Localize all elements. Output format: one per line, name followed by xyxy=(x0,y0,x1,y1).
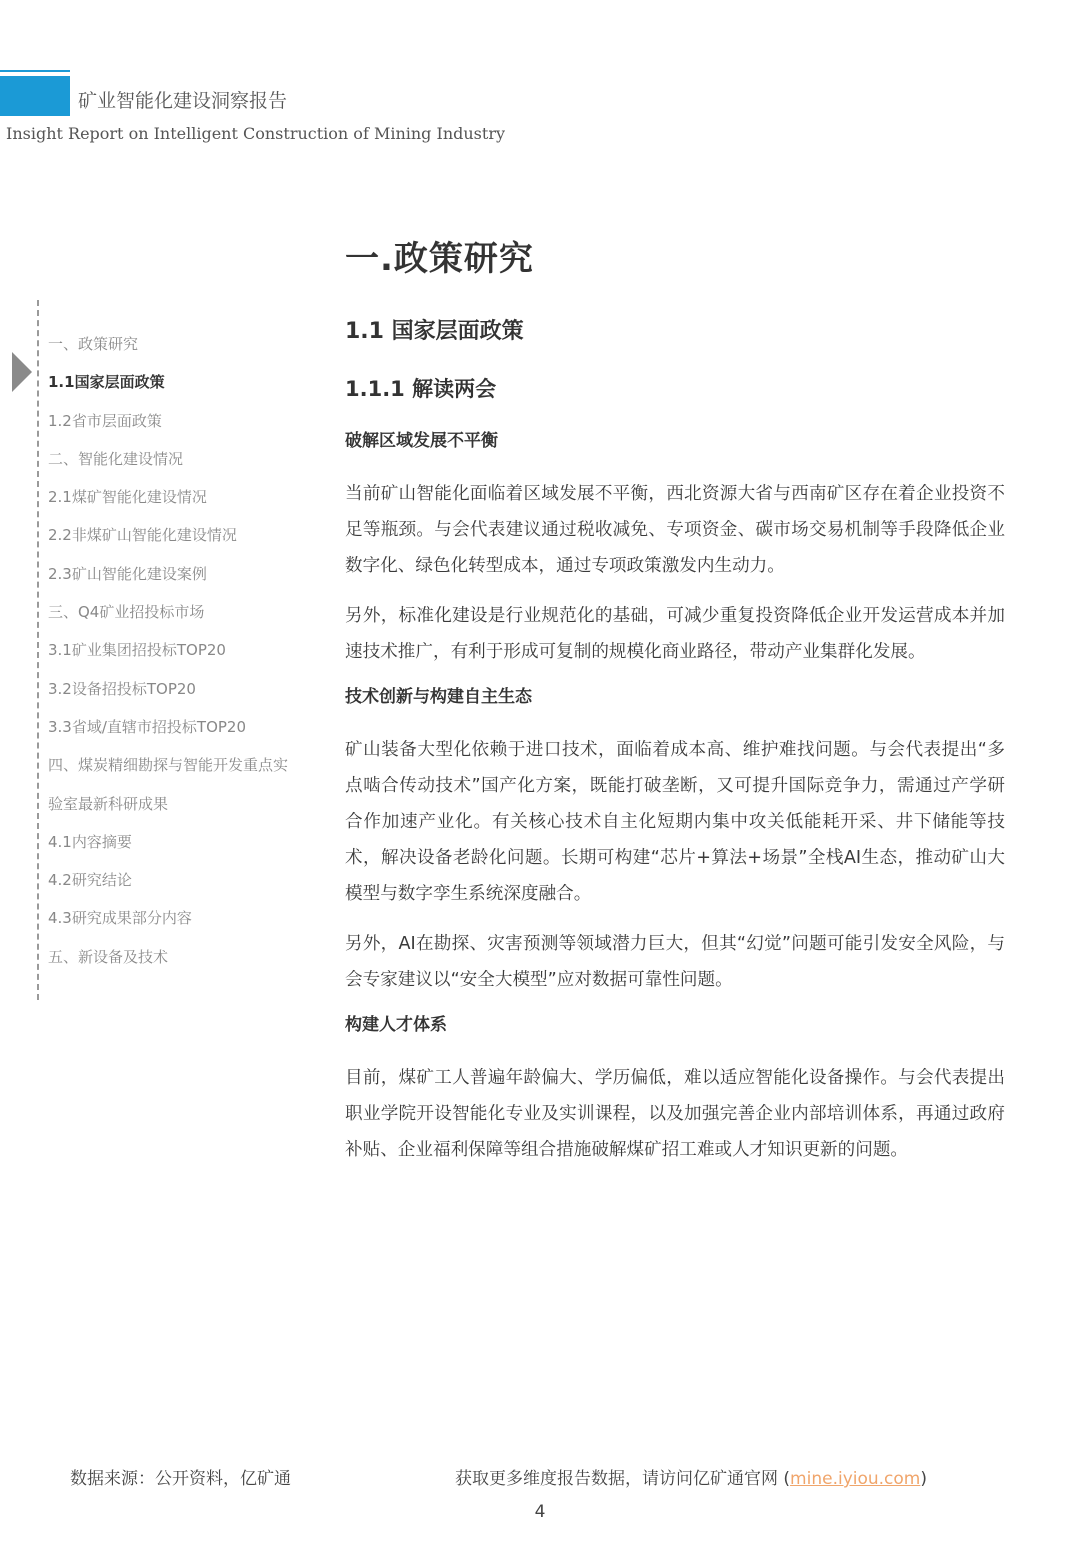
toc-item[interactable]: 2.2非煤矿山智能化建设情况 xyxy=(48,526,237,545)
header-accent-bar xyxy=(0,76,70,116)
toc-item[interactable]: 3.1矿业集团招投标TOP20 xyxy=(48,641,226,660)
toc-item[interactable]: 验室最新科研成果 xyxy=(48,794,169,813)
table-of-contents xyxy=(48,334,288,985)
toc-item[interactable]: 3.3省域/直辖市招投标TOP20 xyxy=(48,717,247,736)
current-section-arrow-icon xyxy=(12,352,32,392)
toc-item[interactable]: 4.1内容摘要 xyxy=(48,832,132,851)
topic-heading: 构建人才体系 xyxy=(345,1015,447,1035)
topic-heading: 破解区域发展不平衡 xyxy=(345,431,498,451)
toc-item[interactable]: 一、政策研究 xyxy=(48,335,139,353)
website-note xyxy=(455,1464,927,1489)
body-paragraph: 当前矿山智能化面临着区域发展不平衡，西北资源大省与西南矿区存在着企业投资不足等瓶颈。与会代表建议通过税收减免、专项资金、碳市场交易机制等手段降低企业数字化、绿色化转型成本，通过专项政策激发内生动力。 xyxy=(345,484,1005,576)
sidebar-divider xyxy=(37,300,39,1000)
toc-item-active[interactable]: 1.1国家层面政策 xyxy=(48,373,165,392)
toc-item[interactable]: 2.3矿山智能化建设案例 xyxy=(48,564,207,583)
toc-item[interactable]: 四、煤炭精细勘探与智能开发重点实 xyxy=(48,756,289,775)
body-paragraph: 另外，标准化建设是行业规范化的基础，可减少重复投资降低企业开发运营成本并加速技术推广，有利于形成可复制的规模化商业路径，带动产业集群化发展。 xyxy=(345,606,1005,662)
main-content xyxy=(345,236,1005,1182)
toc-item[interactable]: 4.3研究成果部分内容 xyxy=(48,909,192,928)
toc-item[interactable]: 4.2研究结论 xyxy=(48,871,132,890)
website-note-prefix: 获取更多维度报告数据，请访问亿矿通官网 ( xyxy=(455,1469,791,1489)
website-link[interactable]: mine.iyiou.com xyxy=(790,1469,921,1489)
body-paragraph: 矿山装备大型化依赖于进口技术，面临着成本高、维护难找问题。与会代表提出“多点啮合传动技术”国产化方案，既能打破垄断，又可提升国际竞争力，需通过产学研合作加速产业化。有关核心技术自主化短期内集中攻关低能耗开采、井下储能等技术，解决设备老龄化问题。长期可构建“芯片+算法+场景”全栈AI生态，推动矿山大模型与数字孪生系统深度融合。 xyxy=(345,740,1005,904)
topic-heading: 技术创新与构建自主生态 xyxy=(345,687,532,707)
toc-item[interactable]: 二、智能化建设情况 xyxy=(48,449,184,468)
section-title: 1.1 国家层面政策 xyxy=(345,319,524,344)
page-number: 4 xyxy=(534,1502,546,1522)
toc-item[interactable]: 2.1煤矿智能化建设情况 xyxy=(48,488,207,507)
report-title: 矿业智能化建设洞察报告 xyxy=(78,90,288,112)
body-paragraph: 另外，AI在勘探、灾害预测等领域潜力巨大，但其“幻觉”问题可能引发安全风险，与会专家建议以“安全大模型”应对数据可靠性问题。 xyxy=(345,934,1005,990)
toc-item[interactable]: 1.2省市层面政策 xyxy=(48,411,162,430)
report-subtitle: Insight Report on Intelligent Construction of Mining Industry xyxy=(6,124,505,143)
data-source-note: 数据来源：公开资料，亿矿通 xyxy=(70,1469,291,1489)
toc-item[interactable]: 五、新设备及技术 xyxy=(48,947,169,966)
toc-item[interactable]: 3.2设备招投标TOP20 xyxy=(48,679,196,698)
toc-item[interactable]: 三、Q4矿业招投标市场 xyxy=(48,603,205,622)
subsection-title: 1.1.1 解读两会 xyxy=(345,377,497,401)
chapter-title: 一.政策研究 xyxy=(345,239,534,279)
body-paragraph: 目前，煤矿工人普遍年龄偏大、学历偏低，难以适应智能化设备操作。与会代表提出职业学院开设智能化专业及实训课程，以及加强完善企业内部培训体系，再通过政府补贴、企业福利保障等组合措施破解煤矿招工难或人才知识更新的问题。 xyxy=(345,1068,1005,1160)
website-note-suffix: ) xyxy=(920,1469,928,1489)
header-accent-rule xyxy=(0,70,70,72)
